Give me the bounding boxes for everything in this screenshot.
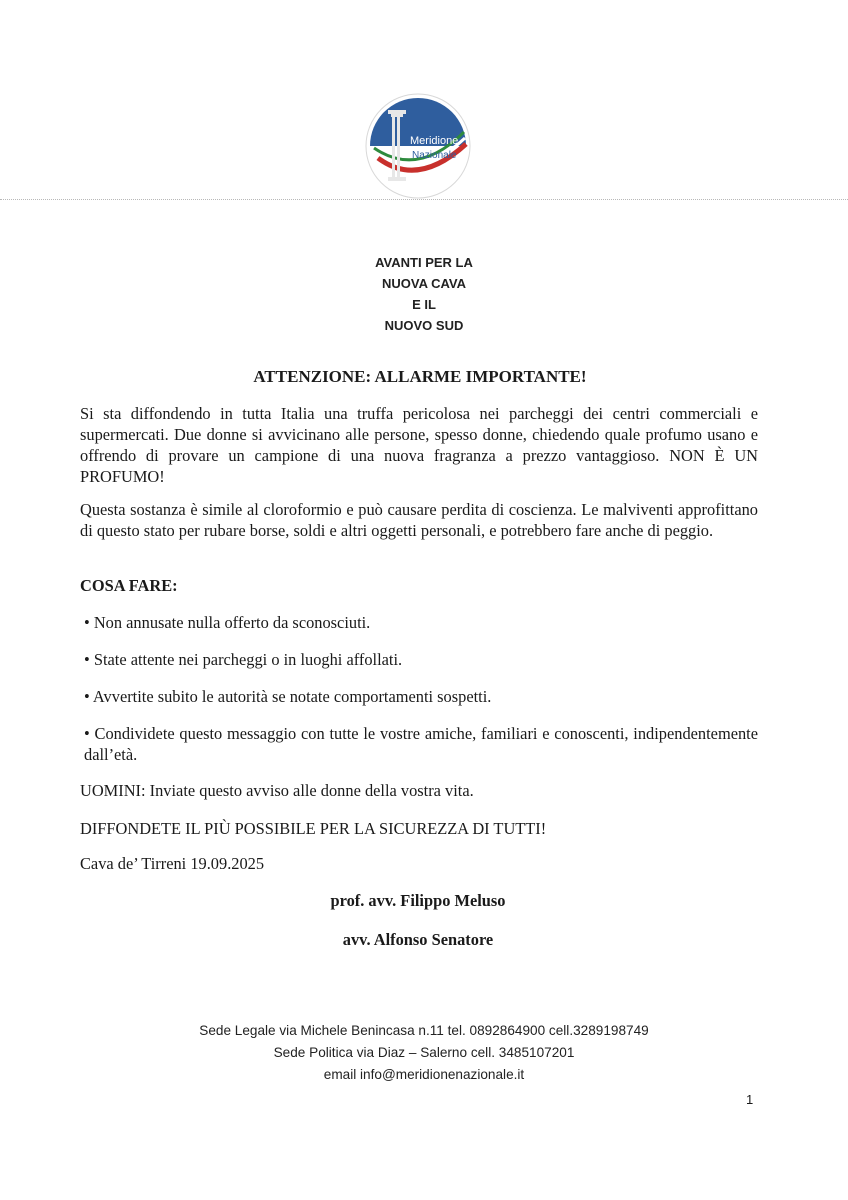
paragraph-scam-description: Si sta diffondendo in tutta Italia una truffa pericolosa nei parcheggi dei centri commerciali e supermercati. Due donne si avvicinano alle persone, spesso donne, chiedendo quale profumo usano e offrendo di provare un campione di una nuova fragranza a prezzo vantaggioso. NON È UN PROFUMO! bbox=[80, 404, 758, 486]
logo-text-line2: Nazionale bbox=[412, 150, 457, 161]
footer-contacts bbox=[124, 1020, 724, 1086]
slogan-line: AVANTI PER LA bbox=[375, 255, 473, 270]
list-item: • State attente nei parcheggi o in luoghi affollati. bbox=[84, 650, 403, 669]
footer-line: email info@meridionenazionale.it bbox=[323, 1067, 525, 1082]
headline: ATTENZIONE: ALLARME IMPORTANTE! bbox=[253, 367, 587, 386]
slogan-line: E IL bbox=[412, 297, 436, 312]
slogan bbox=[324, 252, 524, 336]
logo-text-line1: Meridione bbox=[410, 135, 459, 147]
footer-line: Sede Politica via Diaz – Salerno cell. 3485107201 bbox=[273, 1045, 575, 1060]
footer-line: Sede Legale via Michele Benincasa n.11 tel. 0892864900 cell.3289198749 bbox=[199, 1023, 649, 1038]
slogan-line: NUOVA CAVA bbox=[381, 276, 467, 291]
page-number: 1 bbox=[746, 1092, 754, 1107]
list-item: • Condividete questo messaggio con tutte le vostre amiche, familiari e conoscenti, indipendentemente dall’età. bbox=[84, 724, 758, 764]
section-title: COSA FARE: bbox=[80, 576, 178, 595]
meridione-nazionale-logo bbox=[364, 92, 472, 200]
men-note: UOMINI: Inviate questo avviso alle donne della vostra vita. bbox=[80, 781, 474, 800]
slogan-line: NUOVO SUD bbox=[384, 318, 464, 333]
signature-meluso: prof. avv. Filippo Meluso bbox=[330, 891, 506, 910]
signature-senatore: avv. Alfonso Senatore bbox=[342, 930, 494, 949]
header-divider bbox=[0, 199, 848, 200]
share-note: DIFFONDETE IL PIÙ POSSIBILE PER LA SICUREZZA DI TUTTI! bbox=[80, 819, 547, 838]
paragraph-substance-warning: Questa sostanza è simile al cloroformio e può causare perdita di coscienza. Le malviventi approfittano di questo stato per rubare borse, soldi e altri oggetti personali, e potrebbero fare anche di peggio. bbox=[80, 500, 758, 540]
list-item: • Non annusate nulla offerto da sconosciuti. bbox=[84, 613, 371, 632]
list-item: • Avvertite subito le autorità se notate comportamenti sospetti. bbox=[84, 687, 492, 706]
place-date: Cava de’ Tirreni 19.09.2025 bbox=[80, 854, 265, 873]
